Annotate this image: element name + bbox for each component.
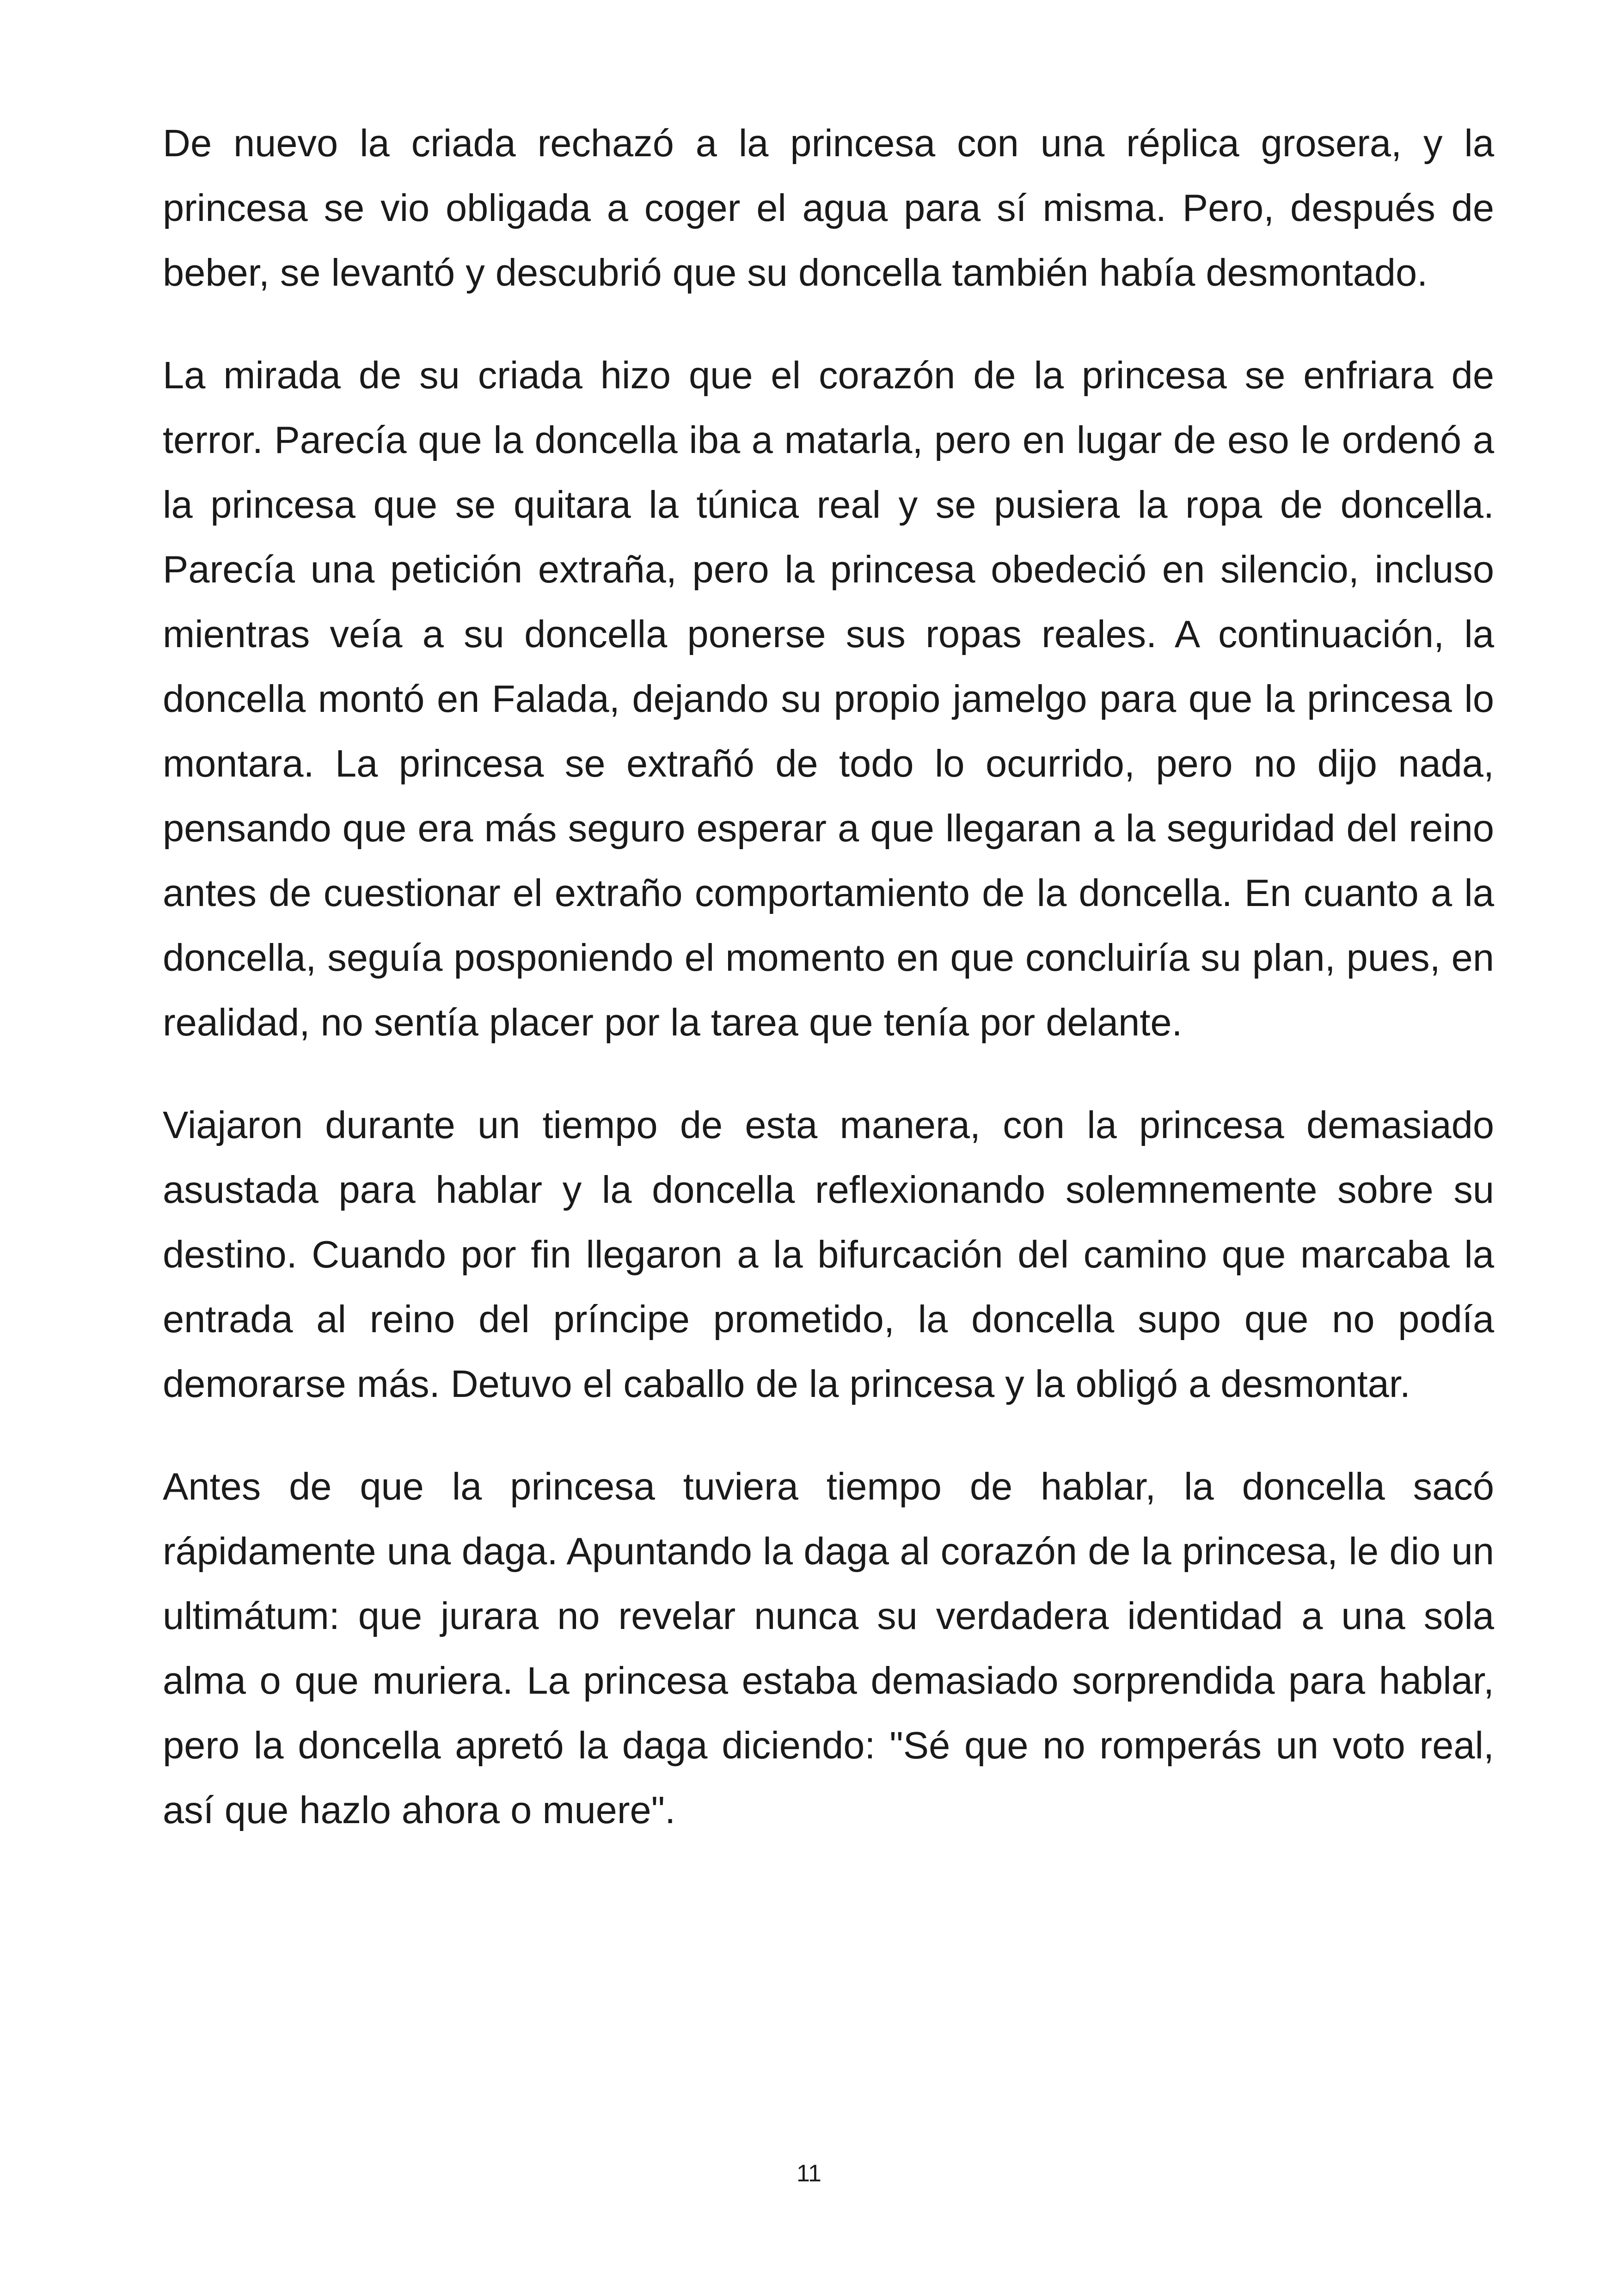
paragraph-3: Viajaron durante un tiempo de esta manera, con la princesa demasiado asustada para hablar y la doncella reflexionando solemnemente sobre su destino. Cuando por fin llegaron a la bifurcación del camino que marcaba la entrada al reino del príncipe prometido, la doncella supo que no podía demorarse más. Detuvo el caballo de la princesa y la obligó a desmontar. <box>163 1103 1494 1405</box>
body-text <box>163 111 1494 1880</box>
page-number: 11 <box>797 2160 821 2187</box>
paragraph-1: De nuevo la criada rechazó a la princesa con una réplica grosera, y la princesa se vio obligada a coger el agua para sí misma. Pero, después de beber, se levantó y descubrió que su doncella también había desmontado. <box>163 122 1494 294</box>
paragraph-4: Antes de que la princesa tuviera tiempo de hablar, la doncella sacó rápidamente una daga. Apuntando la daga al corazón de la princesa, le dio un ultimátum: que jurara no revelar nunca su verdadera identidad a una sola alma o que muriera. La princesa estaba demasiado sorprendida para hablar, pero la doncella apretó la daga diciendo: "Sé que no romperás un voto real, así que hazlo ahora o muere". <box>163 1465 1494 1831</box>
paragraph-2: La mirada de su criada hizo que el corazón de la princesa se enfriara de terror. Parecía que la doncella iba a matarla, pero en lugar de eso le ordenó a la princesa que se quitara la túnica real y se pusiera la ropa de doncella. Parecía una petición extraña, pero la princesa obedeció en silencio, incluso mientras veía a su doncella ponerse sus ropas reales. A continuación, la doncella montó en Falada, dejando su propio jamelgo para que la princesa lo montara. La princesa se extrañó de todo lo ocurrido, pero no dijo nada, pensando que era más seguro esperar a que llegaran a la seguridad del reino antes de cuestionar el extraño comportamiento de la doncella. En cuanto a la doncella, seguía posponiendo el momento en que concluiría su plan, pues, en realidad, no sentía placer por la tarea que tenía por delante. <box>163 354 1494 1044</box>
